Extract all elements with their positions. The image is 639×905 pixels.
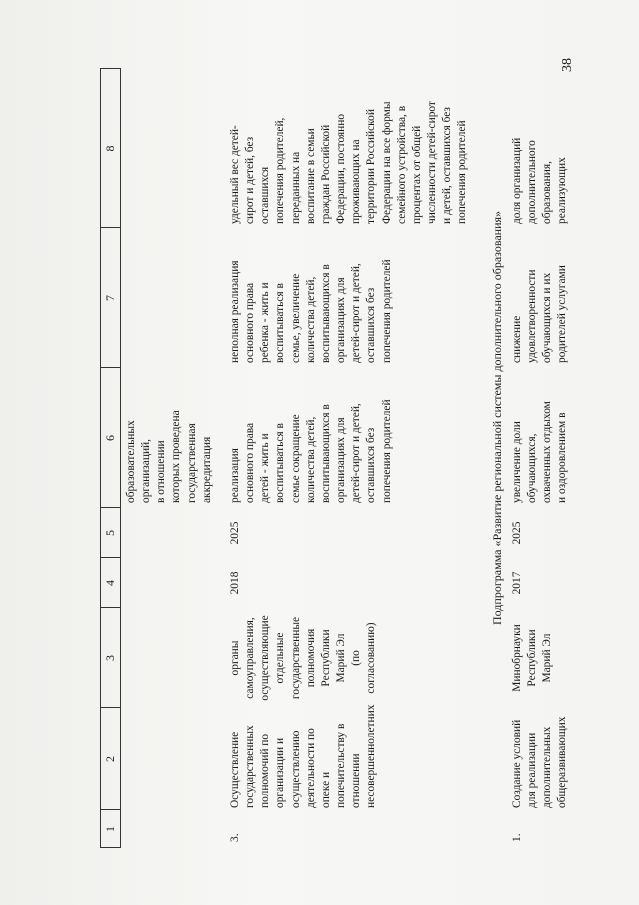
header-col-3: 3 bbox=[103, 655, 117, 661]
header-col-1: 1 bbox=[103, 826, 117, 832]
table-top-border bbox=[100, 68, 101, 848]
row3-number: 3. bbox=[229, 833, 241, 842]
header-col-4: 4 bbox=[103, 580, 117, 586]
row3-col6: реализация основного права детей - жить и воспитываться в семье сокращение количества детей, воспитывающихся в организациях для детей-сирот и детей, оставшихся без попечения родителей bbox=[229, 399, 393, 503]
row1-col3: Минобрнауки Республики Марий Эл bbox=[511, 624, 554, 692]
header-col-2: 2 bbox=[103, 756, 117, 762]
row1-col4: 2017 bbox=[511, 571, 523, 595]
row3-col2: Осуществление государственных полномочий по организации и осуществлению деятельности по опеке и попечительству в отношении несовершеннолетних bbox=[229, 704, 378, 808]
header-bottom-border bbox=[120, 68, 121, 848]
header-col-5: 5 bbox=[103, 530, 117, 536]
row1-number: 1. bbox=[511, 833, 523, 842]
row3-col8: удельный вес детей- сирот и детей, без оставшихся попечения родителей, переданных на воспитание в семьи граждан Российской Федерации, постоянно проживающих на территории Российской Федерации на все формы семейного устройства, в процентах от общей численности детей-сирот и детей, оставшихся без попечения родителей bbox=[229, 101, 469, 224]
subprogram-title: Подпрограмма «Развитие региональной системы дополнительного образования» bbox=[490, 210, 504, 626]
header-col-8: 8 bbox=[103, 145, 117, 152]
row1-col7: снижение удовлетворенности обучающихся и их родителей услугами bbox=[511, 265, 569, 363]
row3-col3: органы самоуправления, осуществляющие отдельные государственные полномочия Республики Марий Эл (по согласованию) bbox=[229, 615, 378, 701]
rotated-table bbox=[100, 68, 570, 848]
row3-col5: 2025 bbox=[229, 521, 241, 545]
row1-col5: 2025 bbox=[511, 521, 523, 545]
row3-col4: 2018 bbox=[229, 571, 241, 595]
top-row-col6: образовательных организаций, в отношении которых проведена государственная аккредитация bbox=[125, 410, 213, 503]
row1-col6: увеличение доли обучающихся, охваченных отдыхом и оздоровлением в bbox=[511, 401, 569, 503]
row3-col7: неполная реализация основного права ребенка - жить и воспитываться в семье, увеличение количества детей, воспитывающихся в организациях для детей-сирот и детей, оставшихся без попечения родителей bbox=[229, 259, 393, 363]
row1-col2: Создание условий для реализации дополнительных общеразвивающих bbox=[511, 716, 569, 808]
page-number: 38 bbox=[560, 58, 575, 72]
header-col-6: 6 bbox=[103, 435, 117, 441]
row1-col8: доля организаций дополнительного образования, реализующих bbox=[511, 137, 569, 224]
header-col-7: 7 bbox=[103, 295, 117, 301]
